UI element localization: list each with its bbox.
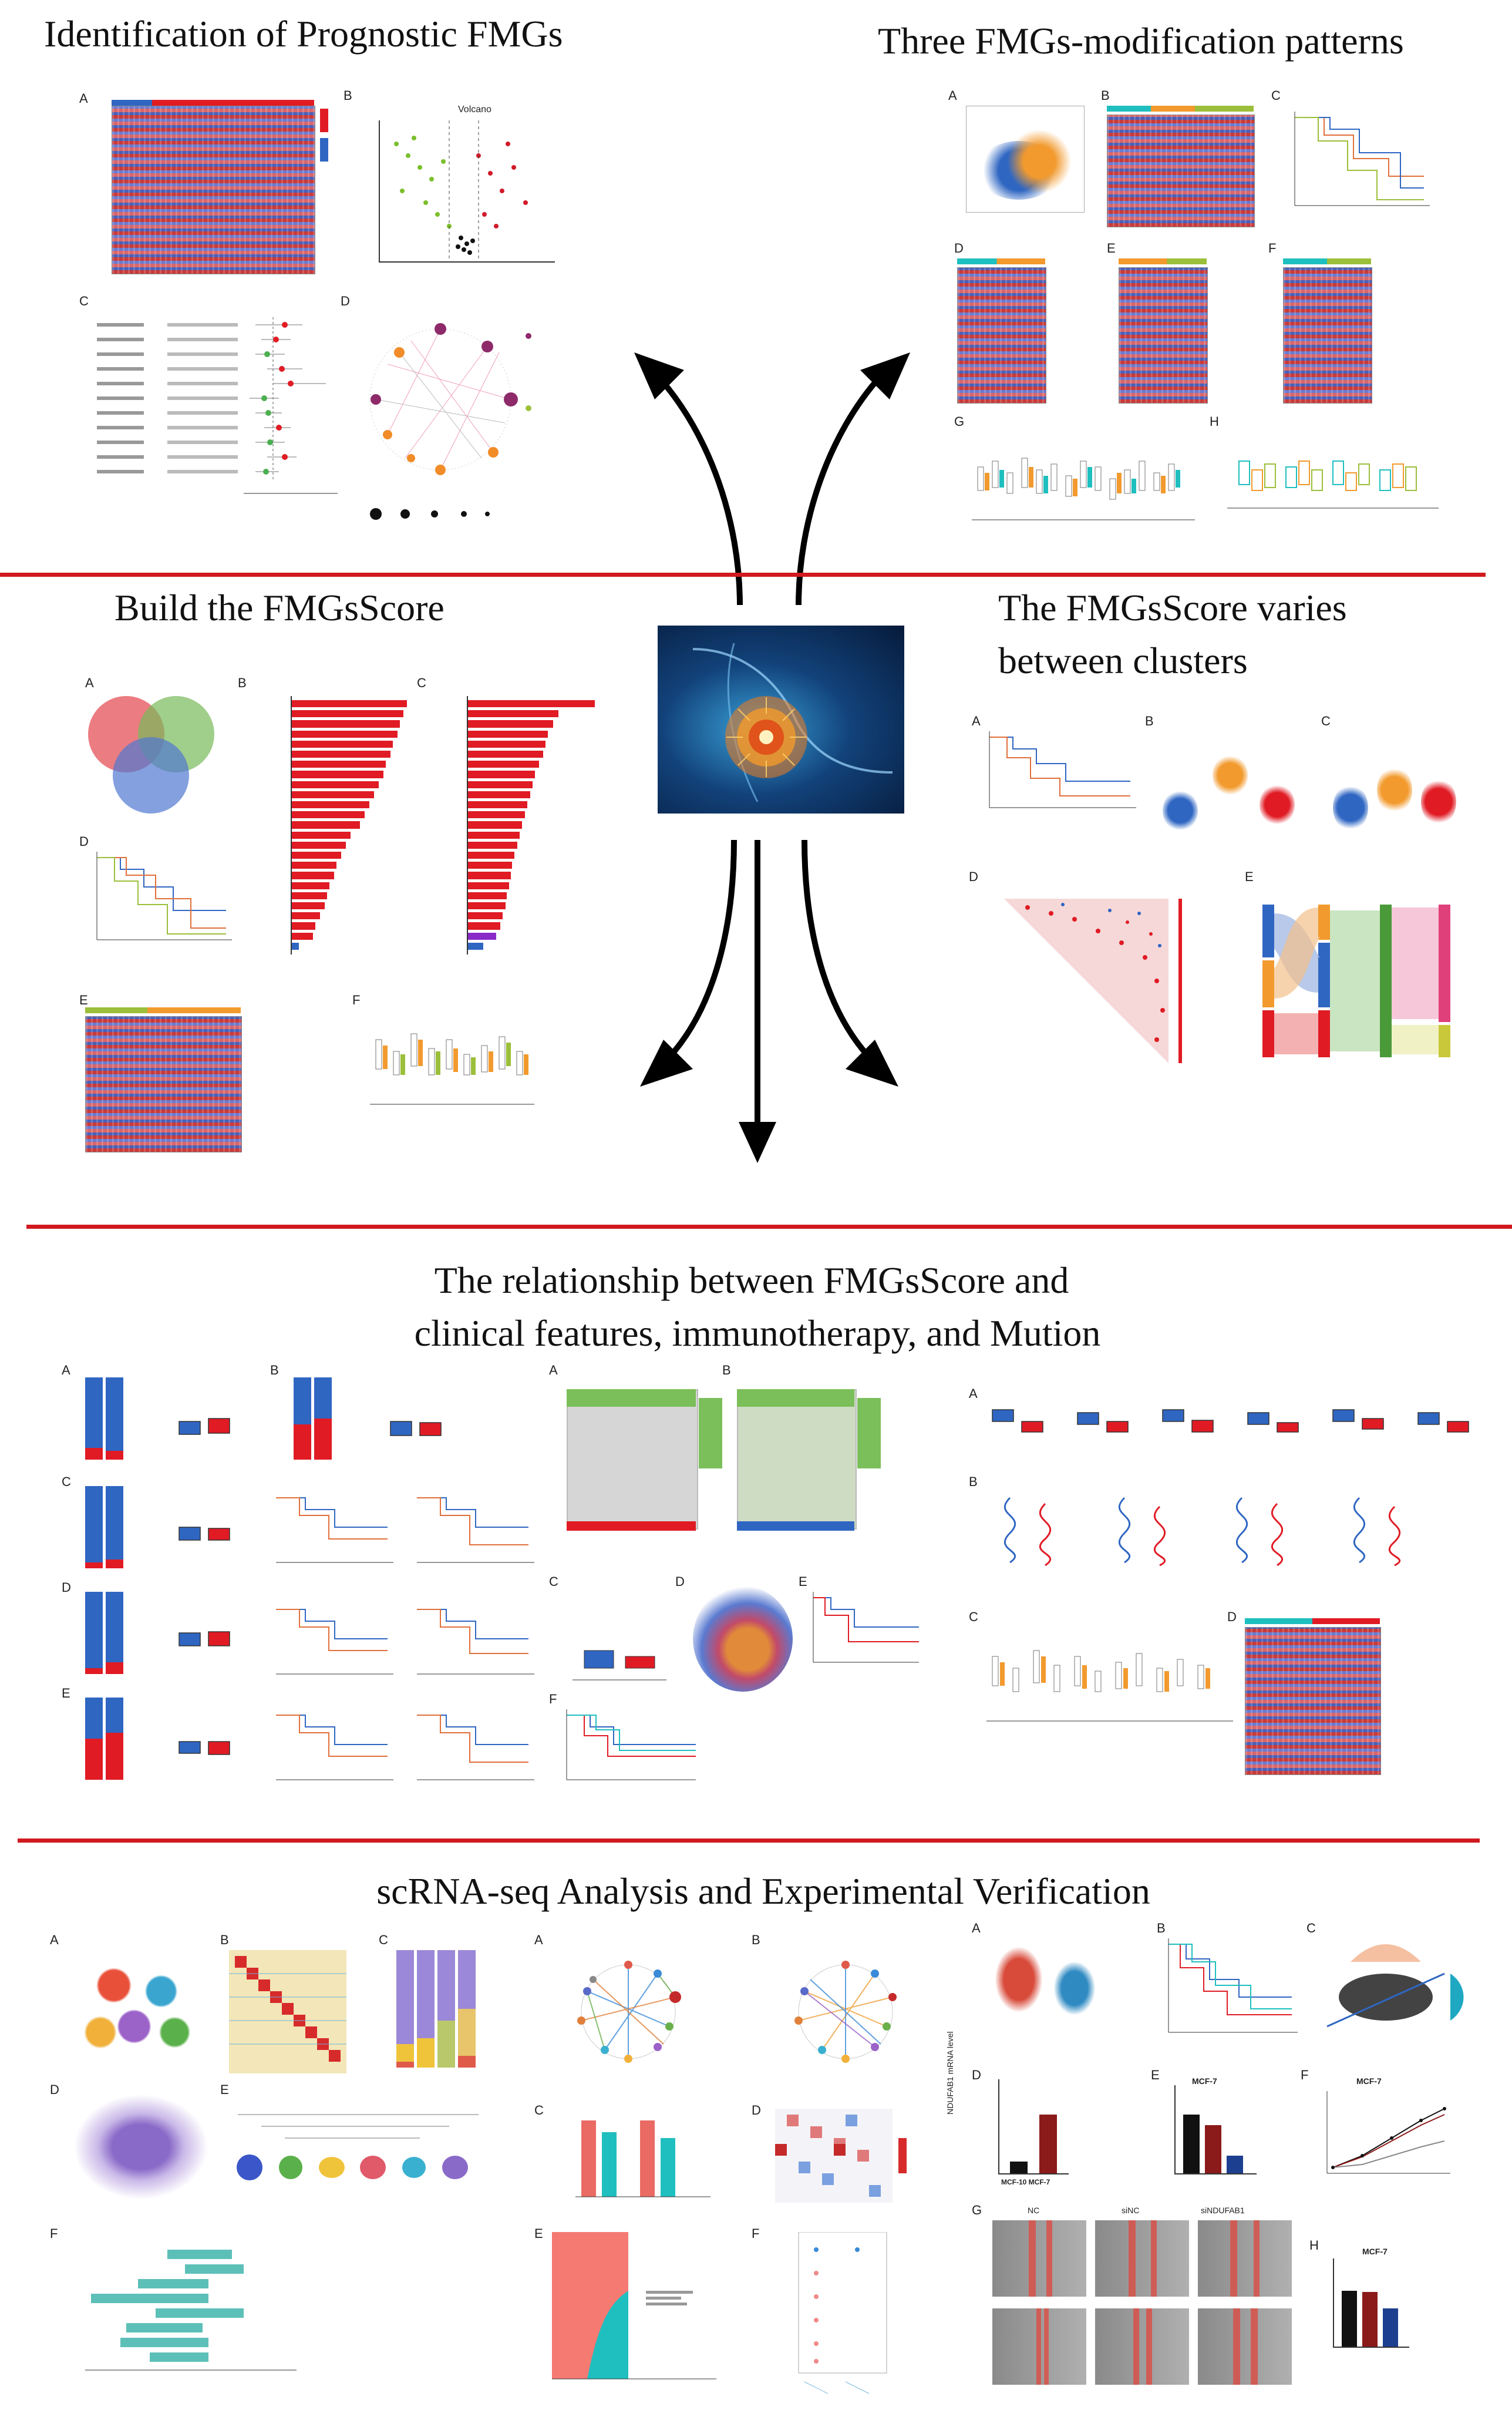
importance-bar	[292, 912, 320, 919]
gene-bars	[79, 2244, 302, 2379]
stacked-proportion	[396, 1950, 496, 2073]
stacked-bar	[85, 1562, 103, 1568]
importance-bar	[292, 741, 393, 748]
importance-bar	[468, 761, 539, 768]
importance-bar	[468, 710, 558, 717]
importance-bar	[468, 751, 543, 758]
jitter-red	[1260, 784, 1295, 825]
importance-bar	[468, 720, 553, 727]
section-title-identification: Identification of Prognostic FMGs	[44, 13, 563, 55]
correlation-network	[352, 305, 587, 529]
boxplot-strip	[364, 1004, 540, 1151]
boxplot-row	[981, 1392, 1474, 1463]
group-bar	[737, 1521, 854, 1531]
heatmap-annotation-bar	[1119, 258, 1207, 264]
stacked-bar	[85, 1698, 103, 1739]
interaction-network	[558, 1944, 699, 2079]
panel-letter: D	[969, 869, 978, 884]
chart-title: MCF-7	[1356, 2076, 1382, 2086]
arrow-up-right	[775, 329, 928, 611]
importance-bar	[292, 811, 365, 818]
arrow-up-left	[622, 329, 775, 611]
panel-letter: D	[972, 2068, 981, 2082]
panel-letter: A	[549, 1363, 558, 1377]
importance-bar	[292, 710, 403, 717]
section-divider	[26, 1225, 1512, 1229]
section-title-score-varies-line1: The FMGsScore varies	[998, 587, 1347, 628]
heatmap-annotation-bar	[1245, 1618, 1380, 1624]
boxplot-pairs	[373, 1374, 467, 1480]
panel-letter: B	[238, 675, 247, 690]
panel-build-d	[79, 834, 238, 969]
stacked-bar	[106, 1559, 123, 1568]
boxplot-pairs	[161, 1374, 255, 1797]
correlation-scatter	[1315, 1932, 1468, 2050]
panel-patterns-a	[948, 88, 1101, 223]
importance-bars	[292, 699, 409, 952]
importance-bar	[468, 882, 509, 889]
importance-bar	[468, 912, 503, 919]
importance-bar	[468, 801, 527, 808]
dotplot	[775, 2232, 916, 2397]
survival-curve	[1289, 106, 1442, 223]
panel-letter: B	[752, 1932, 760, 1947]
survival-grid	[270, 1480, 546, 1809]
heatmap	[1245, 1627, 1381, 1775]
group-bar	[567, 1521, 696, 1531]
panel-patterns-h	[1210, 414, 1444, 561]
boxplot-groups	[1221, 426, 1444, 549]
panel-letter: C	[1306, 1921, 1316, 1935]
panel-varies-c	[1321, 714, 1468, 855]
panel-letter: C	[534, 2103, 544, 2118]
panel-letter: A	[969, 1386, 978, 1401]
section-divider	[0, 573, 1486, 577]
stacked-bar	[314, 1377, 332, 1419]
panel-letter: C	[1271, 88, 1281, 103]
importance-bar	[292, 720, 400, 727]
stacked-bar	[106, 1451, 123, 1460]
panel-letter: A	[62, 1363, 70, 1377]
importance-bar	[468, 741, 545, 748]
boxplot-strip	[981, 1621, 1239, 1774]
panel-letter: D	[50, 2082, 59, 2097]
stacked-bar	[106, 1698, 123, 1733]
importance-bar	[468, 791, 530, 798]
jitter-orange	[1377, 767, 1412, 814]
bar-nc	[1342, 2291, 1357, 2347]
panel-patterns-c	[1271, 88, 1447, 235]
jitter-orange	[1213, 755, 1248, 796]
panel-letter: F	[352, 993, 361, 1007]
panel-varies-a	[972, 714, 1148, 855]
importance-bar	[292, 791, 374, 798]
growth-curves	[1315, 2085, 1468, 2185]
stacked-bar	[294, 1377, 311, 1424]
heatmap	[112, 106, 315, 274]
panel-build-e	[79, 993, 250, 1157]
jitter-red	[1421, 778, 1456, 825]
venn-circle-blue	[113, 737, 189, 814]
importance-bar	[292, 821, 360, 828]
panel-letter: B	[1101, 88, 1110, 103]
panel-scrna-middle	[528, 1932, 951, 2402]
x-axis	[1333, 2347, 1409, 2348]
heatmap	[957, 267, 1046, 404]
panel-letter: D	[954, 241, 964, 256]
stacked-bar	[314, 1419, 332, 1460]
panel-letter: C	[549, 1574, 558, 1589]
panel-letter: C	[62, 1474, 71, 1489]
umap-feature	[73, 2094, 208, 2200]
panel-mutation	[549, 1363, 931, 1809]
panel-letter: D	[752, 2103, 761, 2118]
importance-bar	[468, 872, 511, 879]
section-title-scrna: scRNA-seq Analysis and Experimental Verification	[376, 1870, 1150, 1912]
panel-varies-e	[1245, 869, 1468, 1075]
importance-bar	[468, 832, 520, 839]
wound-healing-images	[992, 2220, 1298, 2391]
importance-bar	[292, 781, 379, 788]
importance-bar	[468, 821, 522, 828]
panel-letter: C	[79, 294, 89, 308]
importance-bar	[468, 811, 525, 818]
panel-letter: B	[1145, 714, 1154, 728]
importance-bar	[468, 852, 514, 859]
arrow-down-right	[781, 834, 910, 1093]
panel-letter: A	[85, 675, 94, 690]
survival-curve	[984, 725, 1142, 843]
importance-bar	[468, 933, 496, 940]
importance-bar	[468, 731, 548, 738]
sankey-diagram	[1262, 905, 1462, 1063]
importance-bar	[468, 943, 483, 950]
importance-bar	[468, 842, 517, 849]
panel-letter: E	[1151, 2068, 1160, 2082]
panel-letter: D	[675, 1574, 685, 1589]
panel-letter: D	[79, 834, 89, 849]
importance-bar	[292, 902, 325, 909]
x-axis	[998, 2173, 1069, 2174]
bar-sinc	[1362, 2292, 1378, 2347]
panel-letter: H	[1309, 2238, 1319, 2253]
survival-curve	[1163, 1932, 1304, 2062]
importance-bar	[292, 933, 313, 940]
importance-bars	[468, 699, 597, 952]
panel-build-c	[417, 675, 611, 963]
bar-mcf7	[1039, 2115, 1057, 2173]
heatmap	[85, 1016, 242, 1152]
stacked-bar	[85, 1448, 103, 1460]
panel-letter: G	[954, 414, 965, 429]
panel-patterns-e	[1107, 241, 1265, 411]
column-label-sindufab1: siNDUFAB1	[1201, 2206, 1245, 2215]
bar-sinc	[1205, 2125, 1221, 2173]
importance-bar	[292, 872, 334, 879]
jitter-blue	[1333, 784, 1368, 831]
importance-bar	[292, 761, 386, 768]
marker-heatmap	[229, 1950, 346, 2073]
y-axis	[998, 2079, 999, 2173]
panel-identification-c	[79, 294, 344, 523]
y-axis	[1174, 2085, 1176, 2173]
panel-letter: B	[344, 88, 352, 103]
stacked-flow	[552, 2232, 728, 2391]
violin-row	[981, 1480, 1474, 1568]
importance-bar	[292, 731, 398, 738]
oncoplot-frame	[737, 1389, 857, 1530]
panel-letter: H	[1210, 414, 1219, 429]
section-title-relationship-line2: clinical features, immunotherapy, and Mution	[414, 1312, 1101, 1354]
bar-sindufab1	[1383, 2308, 1398, 2347]
panel-varies-d	[969, 869, 1192, 1075]
panel-letter: C	[1321, 714, 1331, 728]
panel-letter: F	[50, 2226, 58, 2241]
heatmap	[1119, 267, 1208, 404]
column-label-nc: NC	[1028, 2206, 1040, 2215]
panel-identification-a	[79, 91, 344, 279]
oncoplot-frame	[567, 1389, 698, 1530]
panel-letter: F	[1301, 2068, 1309, 2082]
bar-sindufab1	[1227, 2156, 1243, 2173]
bar-mcf10	[1010, 2162, 1028, 2173]
volcano-title: Volcano	[458, 105, 491, 115]
panel-patterns-b	[1101, 88, 1271, 235]
importance-bar	[468, 902, 506, 909]
mutation-bars	[567, 1389, 696, 1407]
panel-letter: A	[972, 714, 981, 728]
panel-immune	[957, 1386, 1486, 1815]
column-label-sinc: siNC	[1122, 2206, 1140, 2215]
importance-bar	[292, 922, 315, 929]
tumor-icon	[658, 626, 904, 814]
importance-bar	[292, 892, 327, 899]
importance-bar	[292, 801, 369, 808]
panel-patterns-d	[948, 241, 1107, 411]
heatmap	[1283, 267, 1372, 404]
panel-letter: A	[50, 1932, 59, 1947]
panel-experiment	[945, 1921, 1491, 2397]
violin-plots	[226, 2091, 508, 2197]
scatter-cloud	[693, 1586, 793, 1692]
chart-title: MCF-7	[1192, 2076, 1217, 2086]
importance-bar	[292, 700, 407, 707]
stacked-bar	[294, 1424, 311, 1460]
importance-bar	[292, 852, 341, 859]
section-title-relationship-line1: The relationship between FMGsScore and	[434, 1259, 1069, 1301]
panel-letter: E	[220, 2082, 229, 2097]
heatmap-annotation-bar	[112, 100, 314, 106]
mutation-bars	[737, 1389, 854, 1407]
arrow-down-center	[734, 834, 781, 1169]
panel-letter: A	[534, 1932, 543, 1947]
panel-build-b	[238, 675, 414, 963]
panel-letter: F	[752, 2226, 760, 2241]
panel-letter: E	[534, 2226, 543, 2241]
stacked-bar	[106, 1733, 123, 1780]
legend-swatch	[320, 138, 328, 162]
panel-letter: D	[341, 294, 350, 308]
panel-letter: D	[1227, 1609, 1237, 1624]
survival-curve	[91, 846, 238, 963]
panel-letter: D	[62, 1580, 71, 1595]
panel-varies-b	[1145, 714, 1304, 855]
panel-letter: B	[270, 1363, 279, 1377]
panel-letter: G	[972, 2203, 982, 2217]
communication-heatmap	[775, 2109, 916, 2209]
importance-bar	[292, 751, 390, 758]
x-axis	[1174, 2173, 1257, 2174]
stacked-bar	[106, 1486, 123, 1559]
importance-bar	[468, 892, 507, 899]
breast-cancer-illustration	[658, 626, 904, 814]
panel-letter: B	[969, 1474, 978, 1489]
stacked-bar	[85, 1739, 103, 1780]
importance-bar	[468, 781, 533, 788]
stacked-bar	[106, 1662, 123, 1674]
importance-bar	[292, 842, 346, 849]
bar-nc	[1183, 2115, 1200, 2173]
jitter-red	[995, 1947, 1042, 2012]
panel-patterns-f	[1268, 241, 1444, 411]
stacked-bar	[85, 1377, 103, 1448]
panel-scrna-left	[50, 1932, 520, 2397]
stacked-bar	[106, 1377, 123, 1451]
heatmap-annotation-bar	[957, 258, 1045, 264]
interaction-network	[775, 1944, 916, 2079]
jitter-blue	[1163, 790, 1198, 831]
panel-patterns-g	[948, 414, 1207, 561]
x-axis	[379, 261, 555, 263]
panel-letter: B	[1157, 1921, 1166, 1935]
heatmap-annotation-bar	[85, 1007, 241, 1013]
volcano-points	[379, 120, 555, 261]
tmb-boxplot	[567, 1580, 672, 1692]
panel-identification-d	[341, 294, 587, 529]
heatmap-annotation-bar	[1107, 106, 1254, 112]
correlation-triangle	[981, 887, 1192, 1075]
mutation-bars	[699, 1398, 722, 1468]
importance-bar	[468, 922, 500, 929]
importance-bar	[292, 832, 351, 839]
stacked-bar	[85, 1486, 103, 1562]
panel-letter: E	[79, 993, 88, 1007]
x-axis-labels: MCF-10 MCF-7	[1001, 2178, 1050, 2186]
importance-bar	[292, 943, 299, 950]
section-title-modification-patterns: Three FMGs-modification patterns	[878, 20, 1404, 62]
panel-letter: C	[969, 1609, 978, 1624]
panel-letter: B	[220, 1932, 229, 1947]
panel-identification-b	[344, 88, 567, 288]
panel-letter: E	[62, 1686, 70, 1700]
importance-bar	[468, 771, 535, 778]
panel-letter: F	[1268, 241, 1277, 256]
boxplot-strip	[966, 426, 1201, 555]
survival-curve	[561, 1703, 702, 1809]
heatmap-annotation-bar	[1283, 258, 1371, 264]
stacked-bar	[85, 1668, 103, 1674]
section-divider	[18, 1838, 1480, 1843]
panel-build-f	[352, 993, 546, 1157]
chart-title: MCF-7	[1362, 2247, 1388, 2256]
y-axis-title: NDUFAB1 mRNA level	[945, 2031, 955, 2115]
panel-letter: B	[722, 1363, 731, 1377]
section-title-score-varies-line2: between clusters	[998, 640, 1248, 681]
importance-bar	[292, 882, 329, 889]
forest-plot	[79, 311, 344, 517]
importance-bar	[468, 700, 595, 707]
pca-cluster-orange	[1007, 129, 1072, 194]
importance-bar	[292, 862, 336, 869]
mutation-bars	[857, 1398, 881, 1468]
stacked-bar	[106, 1592, 123, 1662]
panel-letter: C	[417, 675, 426, 690]
paired-bars	[570, 2109, 716, 2203]
y-axis	[1333, 2258, 1334, 2347]
panel-clinical-left	[56, 1363, 549, 1809]
panel-letter: E	[1107, 241, 1116, 256]
importance-bar	[292, 771, 383, 778]
panel-letter: C	[379, 1932, 388, 1947]
jitter-blue	[1054, 1962, 1095, 2015]
umap-clusters	[73, 1950, 208, 2068]
legend-swatch	[320, 109, 328, 132]
panel-build-a	[79, 675, 226, 816]
panel-letter: F	[549, 1692, 557, 1706]
importance-bar	[468, 862, 512, 869]
panel-letter: A	[972, 1921, 981, 1935]
panel-letter: A	[948, 88, 957, 103]
panel-letter: E	[799, 1574, 807, 1589]
panel-letter: E	[1245, 869, 1254, 884]
stacked-bar	[85, 1592, 103, 1668]
panel-letter: A	[79, 91, 88, 106]
survival-curve	[807, 1586, 925, 1686]
section-title-build-score: Build the FMGsScore	[115, 587, 444, 628]
heatmap	[1107, 115, 1255, 227]
